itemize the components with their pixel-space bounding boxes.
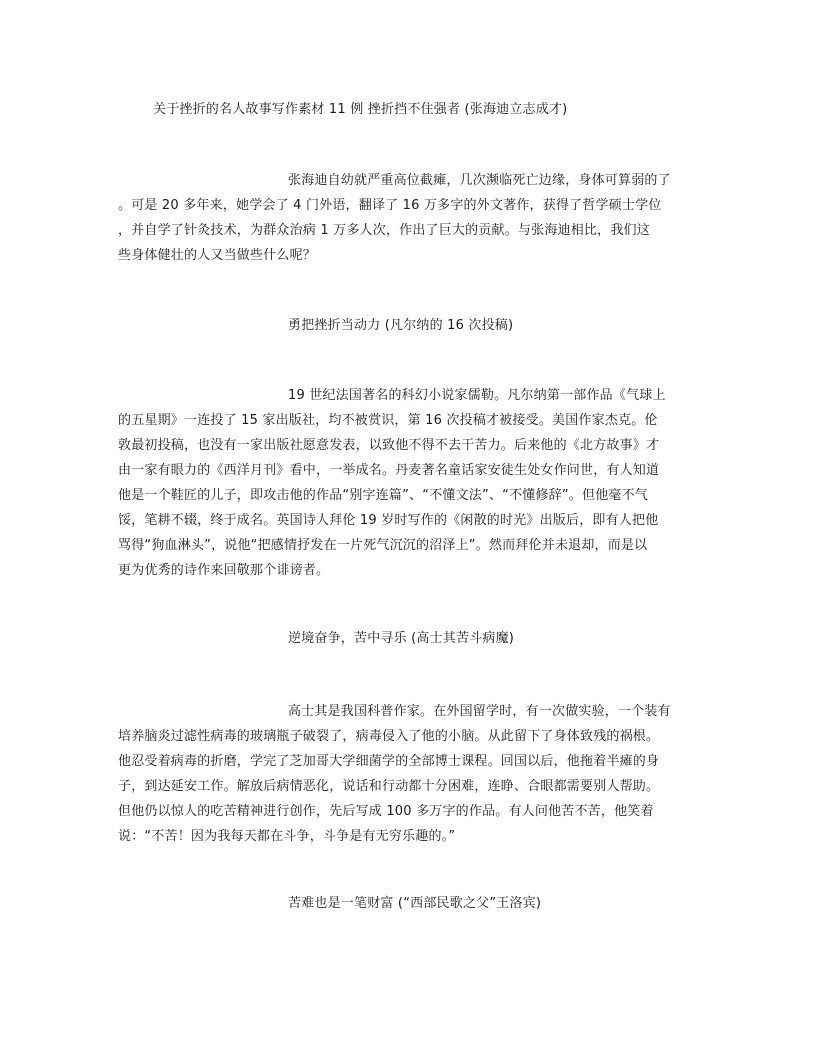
paragraph-line: 19 世纪法国著名的科幻小说家儒勒。凡尔纳第一部作品《气球上	[288, 388, 666, 403]
paragraph-line: 些身体健壮的人又当做些什么呢？	[118, 248, 317, 263]
section-heading: 勇把挫折当动力 (凡尔纳的 16 次投稿)	[288, 318, 514, 333]
paragraph-line: 张海迪自幼就严重高位截瘫，几次濒临死亡边缘，身体可算弱的了	[288, 173, 671, 188]
paragraph-line: 高士其是我国科普作家。在外国留学时，有一次做实验，一个装有	[288, 704, 671, 719]
paragraph-line: ，并自学了针灸技术，为群众治病 1 万多人次，作出了巨大的贡献。与张海迪相比，我们这	[118, 223, 650, 238]
paragraph-line: 馁，笔耕不辍，终于成名。英国诗人拜伦 19 岁时写作的《闲散的时光》出版后，即有人把他	[118, 513, 659, 528]
paragraph-line: 培养脑炎过滤性病毒的玻璃瓶子破裂了，病毒侵入了他的小脑。从此留下了身体致残的祸根。	[118, 729, 660, 744]
paragraph-line: 骂得“狗血淋头”，说他“把感情抒发在一片死气沉沉的沼泽上”。然而拜伦并未退却，而是以	[118, 538, 648, 553]
paragraph-line: 但他仍以惊人的吃苦精神进行创作，先后写成 100 多万字的作品。有人问他苦不苦，他笑着	[118, 804, 654, 819]
paragraph-line: 的五星期》一连投了 15 家出版社，均不被赏识，第 16 次投稿才被接受。美国作家杰克。伦	[118, 413, 658, 428]
paragraph-line: 。可是 20 多年来，她学会了 4 门外语，翻译了 16 万多字的外文著作，获得了哲学硕士学位	[118, 198, 662, 213]
section-heading: 苦难也是一笔财富 (“西部民歌之父”王洛宾)	[288, 896, 542, 911]
paragraph-line: 敦最初投稿，也没有一家出版社愿意发表，以致他不得不去干苦力。后来他的《北方故事》才	[118, 438, 660, 453]
paragraph-line: 说：“不苦！因为我每天都在斗争，斗争是有无穷乐趣的。”	[118, 829, 456, 844]
section-heading: 逆境奋争，苦中寻乐 (高士其苦斗病魔)	[288, 631, 515, 646]
paragraph-line: 由一家有眼力的《西洋月刊》看中，一举成名。丹麦著名童话家安徒生处女作问世，有人知道	[118, 463, 660, 478]
paragraph-line: 他是一个鞋匠的儿子，即攻击他的作品“别字连篇”、“不懂文法”、“不懂修辞”。但他毫不气	[118, 488, 649, 503]
paragraph-line: 更为优秀的诗作来回敬那个诽谤者。	[118, 563, 330, 578]
paragraph-line: 子，到达延安工作。解放后病情恶化，说话和行动都十分困难，连睁、合眼都需要别人帮助。	[118, 779, 660, 794]
paragraph-line: 他忍受着病毒的折磨，学完了芝加哥大学细菌学的全部博士课程。回国以后，他拖着半瘫的身	[118, 754, 660, 769]
document-title: 关于挫折的名人故事写作素材 11 例 挫折挡不住强者 (张海迪立志成才)	[153, 102, 568, 117]
